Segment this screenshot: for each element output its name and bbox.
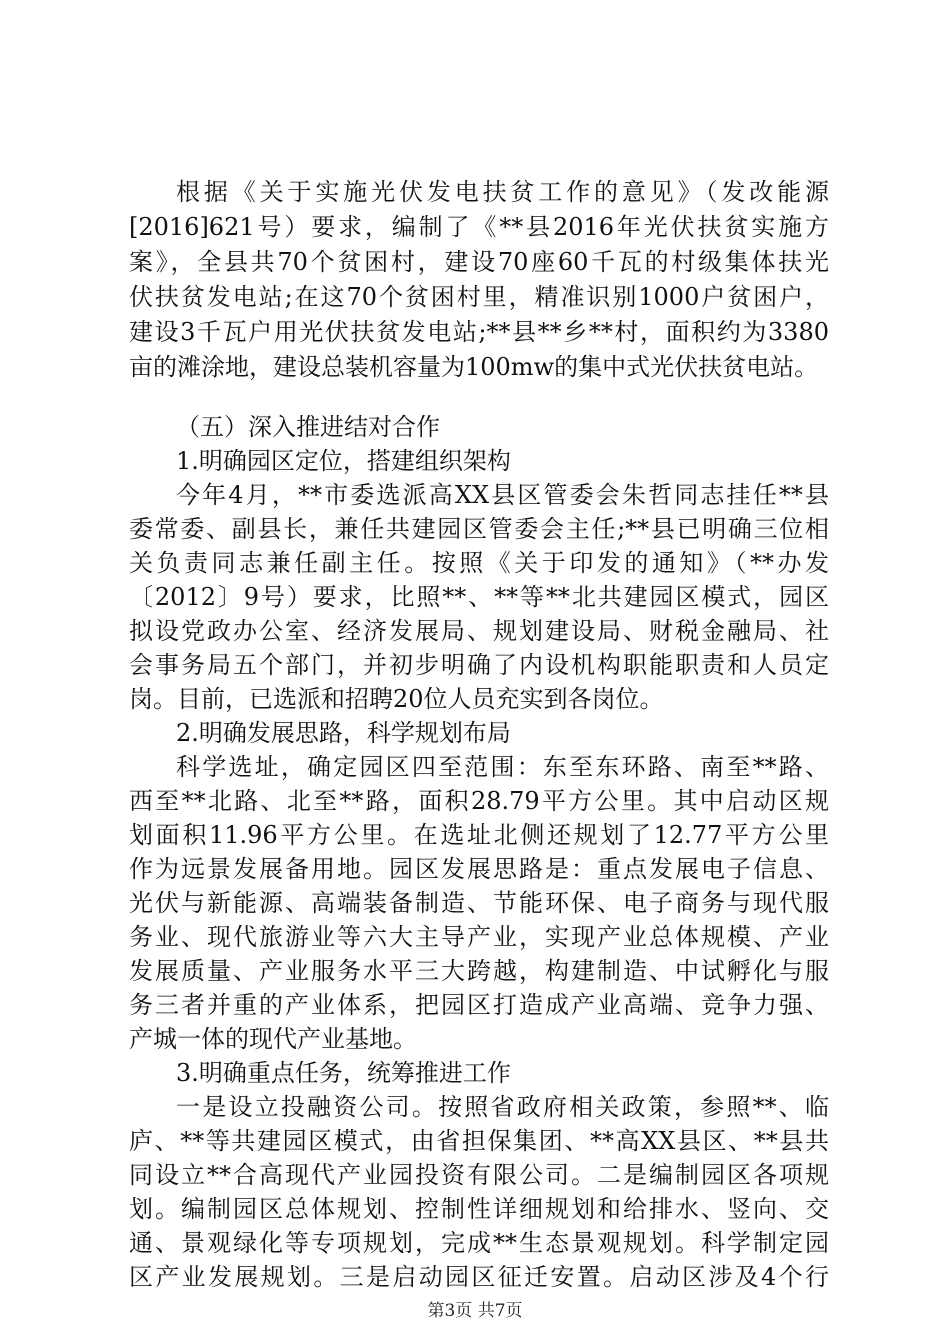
page-number-footer: 第3页 共7页 — [427, 1301, 523, 1321]
paragraph-line: 作为远景发展备用地。园区发展思路是：重点发展电子信息、 — [129, 855, 829, 883]
paragraph-line: 划面积11.96平方公里。在选址北侧还规划了12.77平方公里 — [129, 821, 829, 849]
subsection-heading: 2.明确发展思路，科学规划布局 — [176, 719, 511, 747]
paragraph-line: 通、景观绿化等专项规划，完成**生态景观规划。科学制定园 — [129, 1229, 829, 1257]
paragraph-line: 庐、**等共建园区模式，由省担保集团、**高XX县区、**县共 — [129, 1127, 829, 1155]
paragraph-line: [2016]621号）要求，编制了《**县2016年光伏扶贫实施方 — [129, 213, 829, 241]
paragraph-line: 案》，全县共70个贫困村，建设70座60千瓦的村级集体扶光 — [129, 248, 829, 276]
paragraph-line: 务业、现代旅游业等六大主导产业，实现产业总体规模、产业 — [129, 923, 829, 951]
paragraph-line: 委常委、副县长，兼任共建园区管委会主任;**县已明确三位相 — [129, 515, 829, 543]
subsection-heading: 1.明确园区定位，搭建组织架构 — [176, 447, 511, 475]
paragraph-line: 伏扶贫发电站;在这70个贫困村里，精准识别1000户贫困户， — [129, 283, 829, 311]
paragraph-line: 根据《关于实施光伏发电扶贫工作的意见》（发改能源 — [176, 178, 829, 206]
paragraph-line: 关负责同志兼任副主任。按照《关于印发的通知》（**办发 — [129, 549, 829, 577]
paragraph-line: 同设立**合高现代产业园投资有限公司。二是编制园区各项规 — [129, 1161, 829, 1189]
paragraph-line: 今年4月，**市委选派高XX县区管委会朱哲同志挂任**县 — [176, 481, 829, 509]
section-heading: （五）深入推进结对合作 — [176, 413, 440, 441]
paragraph-line: 产城一体的现代产业基地。 — [129, 1025, 417, 1053]
paragraph-line: 划。编制园区总体规划、控制性详细规划和给排水、竖向、交 — [129, 1195, 829, 1223]
paragraph-line: 一是设立投融资公司。按照省政府相关政策，参照**、临 — [176, 1093, 829, 1121]
paragraph-line: 会事务局五个部门，并初步明确了内设机构职能职责和人员定 — [129, 651, 829, 679]
paragraph-line: 科学选址，确定园区四至范围：东至东环路、南至**路、 — [176, 753, 829, 781]
paragraph-line: 西至**北路、北至**路，面积28.79平方公里。其中启动区规 — [129, 787, 829, 815]
paragraph-line: 务三者并重的产业体系，把园区打造成产业高端、竞争力强、 — [129, 991, 829, 1019]
paragraph-line: 岗。目前，已选派和招聘20位人员充实到各岗位。 — [129, 685, 664, 713]
paragraph-line: 建设3千瓦户用光伏扶贫发电站;**县**乡**村，面积约为3380 — [129, 318, 829, 346]
paragraph-line: 亩的滩涂地，建设总装机容量为100mw的集中式光伏扶贫电站。 — [129, 353, 819, 381]
paragraph-line: 〔2012〕9号）要求，比照**、**等**北共建园区模式，园区 — [129, 583, 829, 611]
paragraph-line: 区产业发展规划。三是启动园区征迁安置。启动区涉及4个行 — [129, 1263, 829, 1291]
paragraph-line: 发展质量、产业服务水平三大跨越，构建制造、中试孵化与服 — [129, 957, 829, 985]
paragraph-line: 光伏与新能源、高端装备制造、节能环保、电子商务与现代服 — [129, 889, 829, 917]
subsection-heading: 3.明确重点任务，统筹推进工作 — [176, 1059, 511, 1087]
paragraph-line: 拟设党政办公室、经济发展局、规划建设局、财税金融局、社 — [129, 617, 829, 645]
